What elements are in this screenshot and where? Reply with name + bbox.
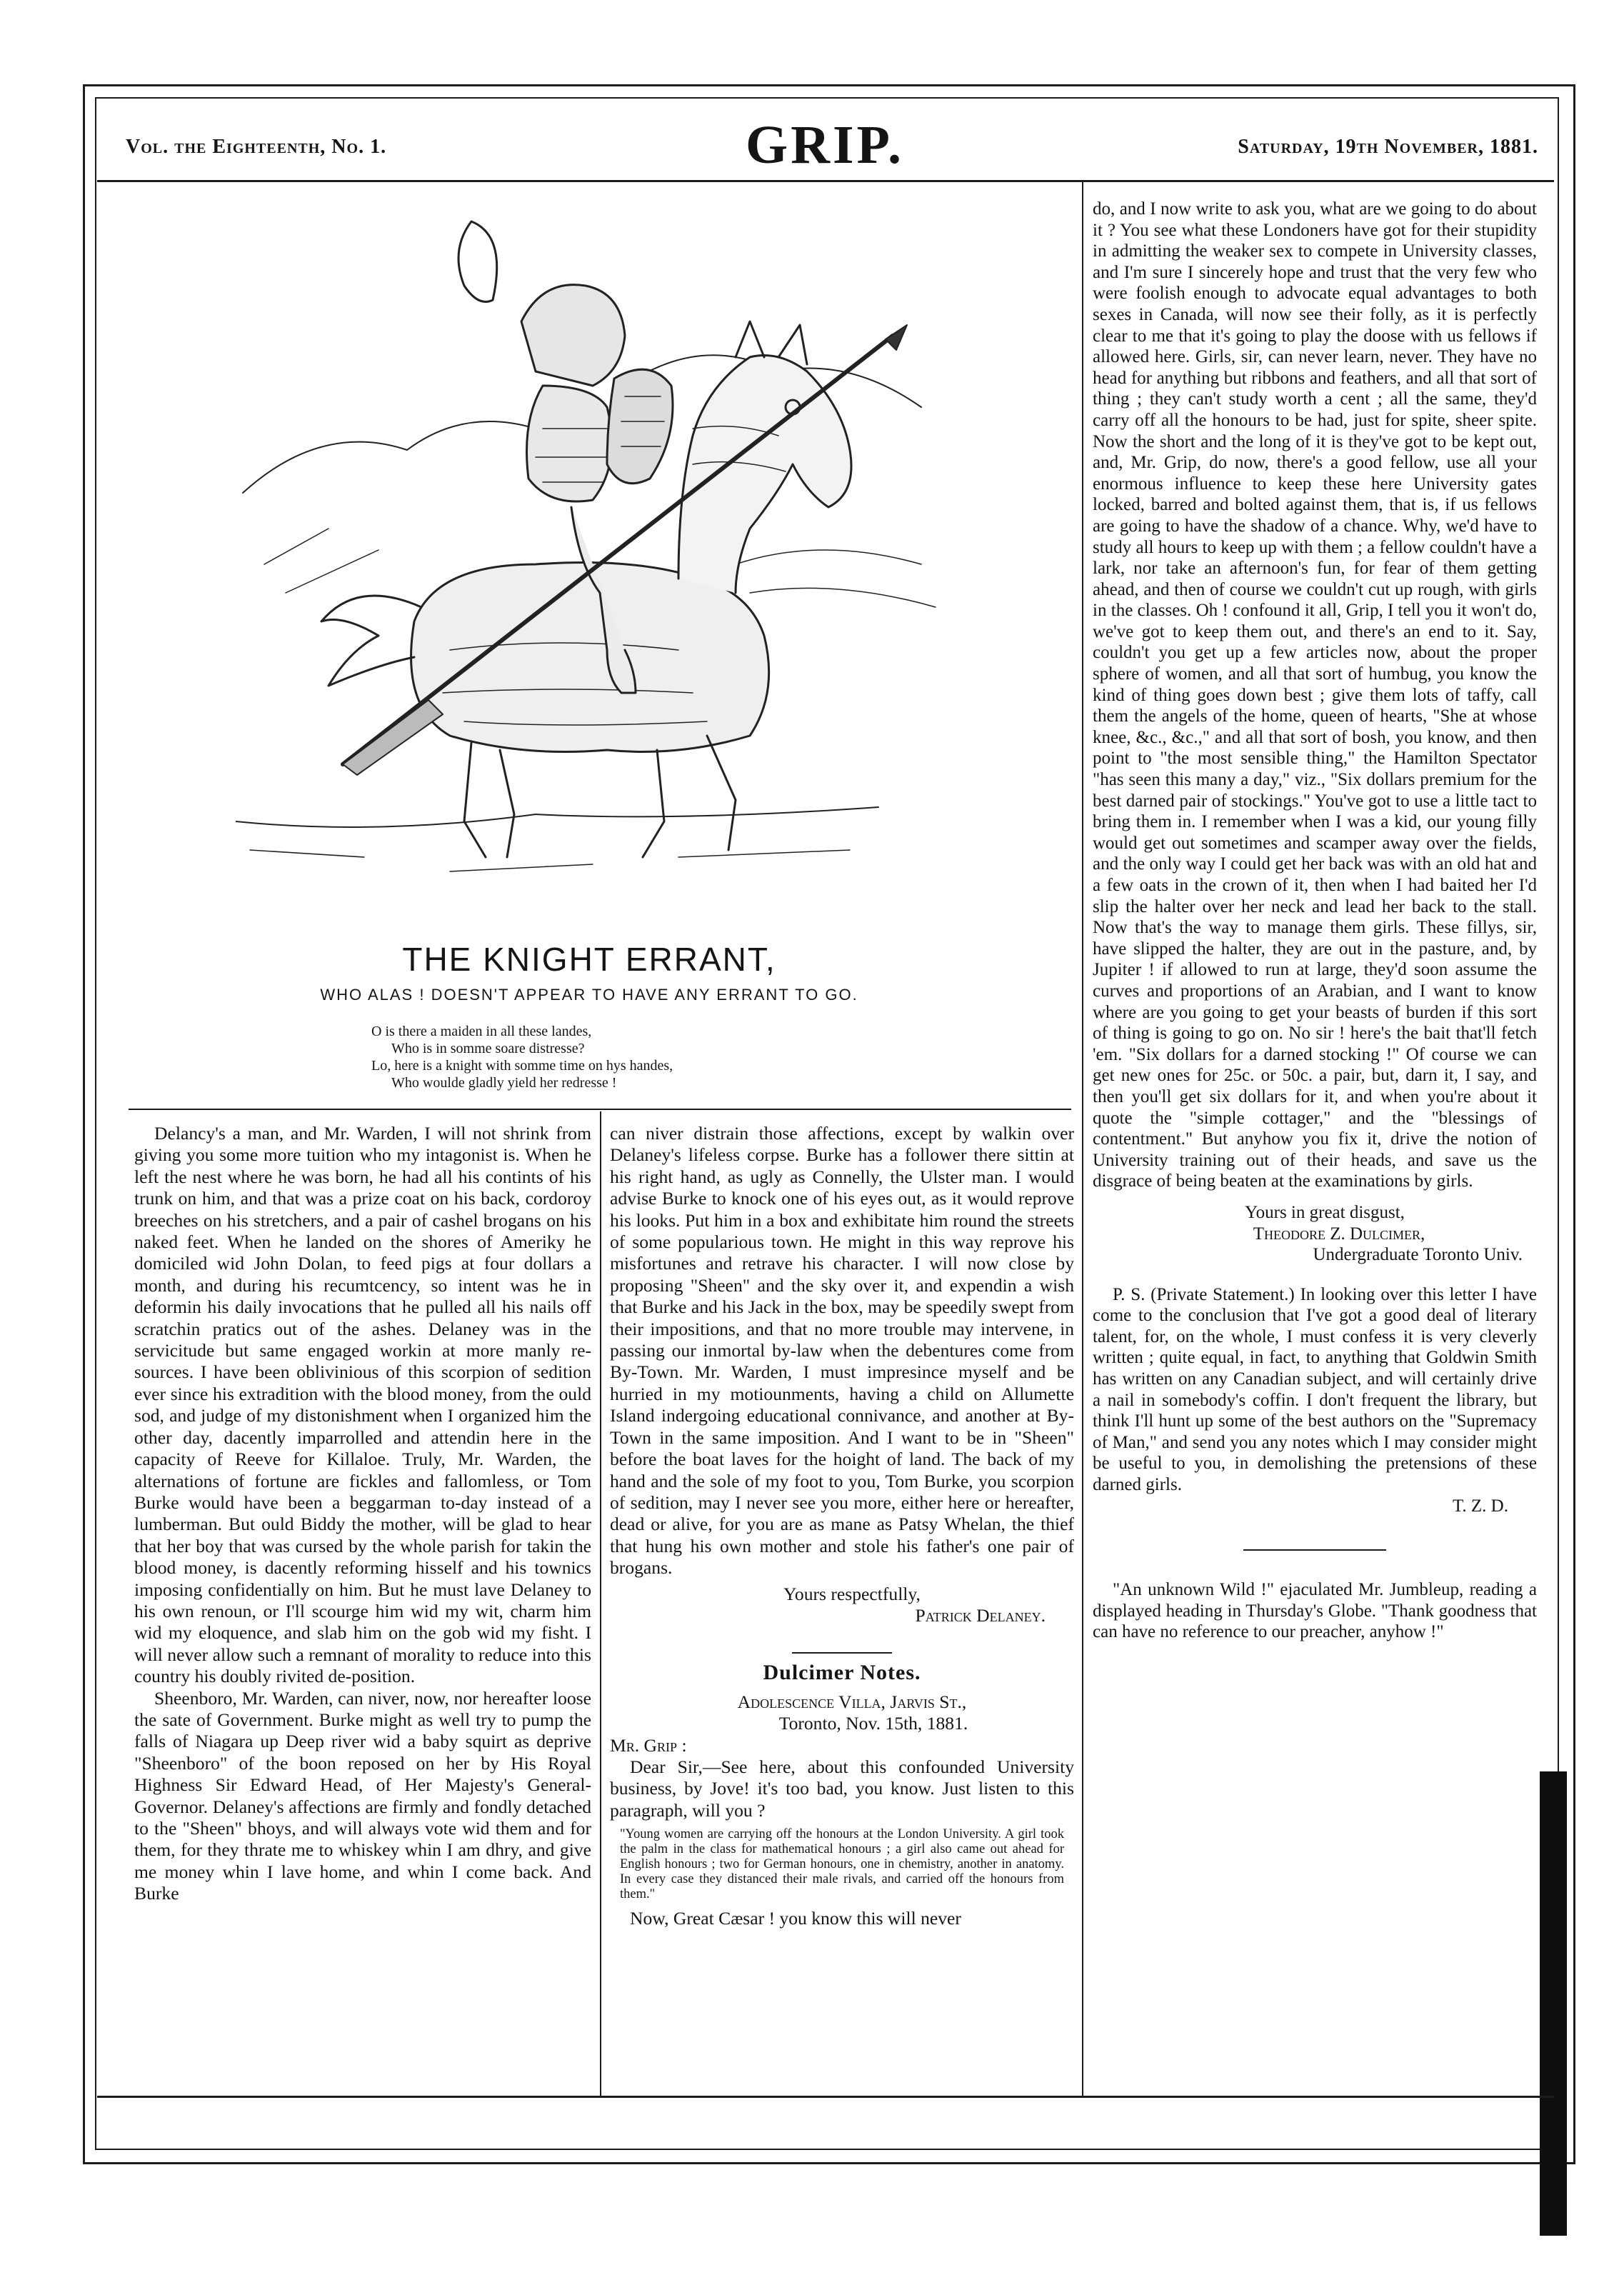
section-divider bbox=[792, 1652, 892, 1654]
letter-date: Toronto, Nov. 15th, 1881. bbox=[778, 1713, 968, 1734]
letter-signature: Patrick Delaney. bbox=[915, 1604, 1046, 1626]
verse-line: Who woulde gladly yield her redresse ! bbox=[391, 1075, 617, 1091]
column-rule-left bbox=[600, 1111, 601, 2096]
cartoon-verse bbox=[371, 1023, 871, 1091]
dulcimer-letter-col3 bbox=[1093, 199, 1537, 2091]
article-paragraph: Sheenboro, Mr. Warden, can niver, now, nor hereafter loose the sate of Government. Burke might as well try to pump the falls of Niagara up Deep river wid a baby squirt as deprive "Sheenboro" of the boon reposed on her by His Royal Highness Sir Edward Head, of Her Majesty's General-Governor. Delaney's affections are firmly and fondly detached to the "Sheen" bhoys, and will always vote wid them and for them, for they thrate me to whiskey whin I am dhry, and give me money whin I lave home, and whin I come back. And Burke bbox=[134, 1687, 591, 1904]
footer-rule bbox=[97, 2096, 1554, 2098]
cartoon-bottom-rule bbox=[129, 1109, 1071, 1110]
letter-salutation: Mr. Grip : bbox=[610, 1734, 687, 1756]
cartoon-title: THE KNIGHT ERRANT, bbox=[402, 941, 776, 978]
postscript: P. S. (Private Statement.) In looking over this letter I have come to the conclusion that I've got a good deal of literary talent, for, on the whole, I must confess it is very cleverly written ; quite equal, in fact, to anything that Goldwin Smith has written on any Canadian subject, and will certainly drive a nail in somebody's coffin. I don't frequent the library, but think I'll hunt up some of the best authors on the "Supremacy of Man," and send you any notes which I may consider might be useful to you, in demolishing the pretensions of these darned girls. bbox=[1093, 1284, 1537, 1495]
sender-address: Adolescence Villa, Jarvis St., bbox=[737, 1691, 967, 1712]
cartoon-subtitle: WHO ALAS ! DOESN'T APPEAR TO HAVE ANY ERRANT TO GO. bbox=[320, 986, 858, 1004]
article-paragraph: Dear Sir,—See here, about this confounded University business, by Jove! it's too bad, you know. Just listen to this paragraph, will you ? bbox=[610, 1756, 1074, 1821]
volume-number: Vol. the Eighteenth, No. 1. bbox=[126, 136, 387, 158]
article-paragraph: can niver distrain those affections, except by walkin over Delaney's lifeless corpse. Burke has a follower there sittin at his right hand, as ugly as Connelly, the Ulster man. I would advise Burke to knock one of his eyes out, as it would reprove his looks. Put him in a box and exhibitate him round the streets of some popularious town. He might in this way reprove his misfortunes and retrave his character. I will now close by proposing "Sheen" and the sky over it, and expendin a wish that Burke and his Jack in the box, may be speedily swept from their impositions, and that no more trouble may intervene, in passing our inmortal by-law when the debentures come from By-Town. Mr. Warden, I must impresince myself and be hurried in my motiounments, having a child on Allumette Island indergoing educational connivance, and another at By-Town in the same imposition. And I want to be in "Sheen" before the boat laves for the hoight of land. The back of my hand and the sole of my foot to you, Tom Burke, you scorpion of sedition, may I never see you more, either here or hereafter, dead or alive, for you are as mane as Patsy Whelan, the thief that hung his own mother and stole his father's one pair of brogans. bbox=[610, 1123, 1074, 1579]
signatory-title: Undergraduate Toronto Univ. bbox=[1313, 1245, 1523, 1265]
quoted-paragraph: "Young women are carrying off the honours at the London University. A girl took the palm in the class for mathematical honours ; a girl also came out ahead for English honours ; two for German honours, one in chemistry, another in anatomy. In every case they distanced their male rivals, and carried off the honours from them." bbox=[620, 1827, 1064, 1902]
dulcimer-notes-heading: Dulcimer Notes. bbox=[763, 1661, 921, 1685]
squib-paragraph: "An unknown Wild !" ejaculated Mr. Jumbleup, reading a displayed heading in Thursday's Globe. "Thank goodness that can have no reference to our preacher, anyhow !" bbox=[1093, 1580, 1537, 1642]
section-divider bbox=[1243, 1549, 1386, 1551]
article-paragraph: do, and I now write to ask you, what are we going to do about it ? You see what these Londoners have got for their stupidity in admitting the weaker sex to compete in University classes, and I'm sure I sincerely hope and trust that the very few who were foolish enough to advocate equal advantages to both sexes in Canada, will now see their folly, as it is perfectly clear to me that it's going to play the doose with us fellows if allowed here. Girls, sir, can never learn, never. They have no head for anything but ribbons and feathers, and all that sort of thing ; they can't study worth a cent ; all the same, they'd carry off all the honours to be had, just for spite, sheer spite. Now the short and the long of it is they've got to be kept out, and, Mr. Grip, do now, there's a good fellow, use all your enormous influence to keep these here University gates locked, barred and bolted against them, that is, if us fellows are going to have the shadow of a chance. Why, we'd have to study all hours to keep up with them ; a fellow couldn't have a lark, nor take an afternoon's fun, for fear of them getting ahead, and then of course we couldn't cut up rough, with girls in the classes. Oh ! confound it all, Grip, I tell you it won't do, we've got to keep them out, and there's an end to it. Say, couldn't you get up a few articles now, about the proper sphere of women, and all that sort of humbug, you know the kind of thing goes down best ; give them lots of taffy, call them the angels of the home, queen of hearts, "She at whose knee, &c., &c.," and all that sort of bosh, you know, and then point to "the most sensible thing," the Hamilton Spectator "has seen this many a day," viz., "Six dollars premium for the best darned pair of stockings." You've got to use a little tact to bring them in. I remember when I was a kid, our young filly would get out sometimes and scamper away over the fields, and the only way I could get her back was with an old hat and a few oats in the crown of it, then when I had baited her I'd slip the halter over her neck and lead her back to the stall. Now that's the way to manage them girls. These fillys, sir, have slipped the halter, they are out in the pasture, and, by Jupiter ! if allowed to run at large, they'd soon assume the curves and proportions of an Arabian, and I want to know where are you going to get your beasts of burden if this sort of thing is going to go on. No sir ! here's the bait that'll fetch 'em. "Six dollars for a darned stocking !" Of course we can get new ones for 25c. or 50c. a pair, but, darn it, I say, and then you'll get six dollars for it, and when you're about it quote the "simple cottager," and the "blessings of contentment." But anyhow you fix it, drive the notion of University training out of their heads, and save us the disgrace of being beaten at the examinations by girls. bbox=[1093, 199, 1537, 1191]
letter-closing: Yours respectfully, bbox=[783, 1583, 921, 1604]
delaney-letter-col2 bbox=[610, 1123, 1074, 2091]
publication-title: GRIP. bbox=[745, 115, 905, 175]
knight-errant-illustration bbox=[236, 193, 950, 936]
issue-date: Saturday, 19th November, 1881. bbox=[1238, 136, 1538, 158]
article-paragraph: Delancy's a man, and Mr. Warden, I will not shrink from giving you some more tuition who my intagonist is. When he left the nest where he was born, he had all his contints of his trunk on him, and that was a prize coat on his back, cordoroy breeches on his stretchers, and a pair of cashel brogans on his naked feet. When he landed on the shores of Ameriky he domiciled wid John Dolan, to feed pigs at four dollars a month, and during his recumtcency, so intent was he in deformin his daily invocations that he pulled all his nails off scratchin pratics out of the ashes. Delaney was in the servicitude but same engaged workin at more manly re-sources. I have been oblivinious of this scorpion of sedition ever since his extradition with the blood money, from the ould sod, and judge of my distonishment when I organized him the other day, dacently imparrolled and attendin here in the capacity of Reeve for Killaloe. Truly, Mr. Warden, the alternations of fortune are fickles and fallomless, or Tom Burke would have been a beggarman to-day instead of a lumberman. But ould Biddy the mother, will be glad to hear that her boy that was cursed by the whole parish for takin the blood money, is dacently reforming hisself and his townics imposing confidentially on him. But he must lave Delaney to his own renoun, or I'll scourge him wid my wit, charm him wid my eloquence, and slab him on the gob wid my fisht. I will never allow such a remnant of morality to reduce into this country his doubly rivited de-position. bbox=[134, 1123, 591, 1687]
letter-closing: Yours in great disgust, bbox=[1245, 1202, 1405, 1222]
article-paragraph: Now, Great Cæsar ! you know this will never bbox=[630, 1908, 961, 1929]
postscript-initials: T. Z. D. bbox=[1453, 1496, 1508, 1516]
column-rule-right bbox=[1082, 181, 1083, 2096]
delaney-letter-col1 bbox=[134, 1123, 591, 2091]
verse-line: O is there a maiden in all these landes, bbox=[371, 1024, 592, 1039]
verse-line: Who is in somme soare distresse? bbox=[391, 1041, 585, 1056]
letter-signature: Theodore Z. Dulcimer, bbox=[1253, 1224, 1425, 1244]
masthead-rule bbox=[97, 180, 1554, 182]
binding-edge bbox=[1540, 1771, 1567, 2236]
masthead bbox=[100, 114, 1550, 179]
verse-line: Lo, here is a knight with somme time on hys handes, bbox=[371, 1058, 673, 1074]
